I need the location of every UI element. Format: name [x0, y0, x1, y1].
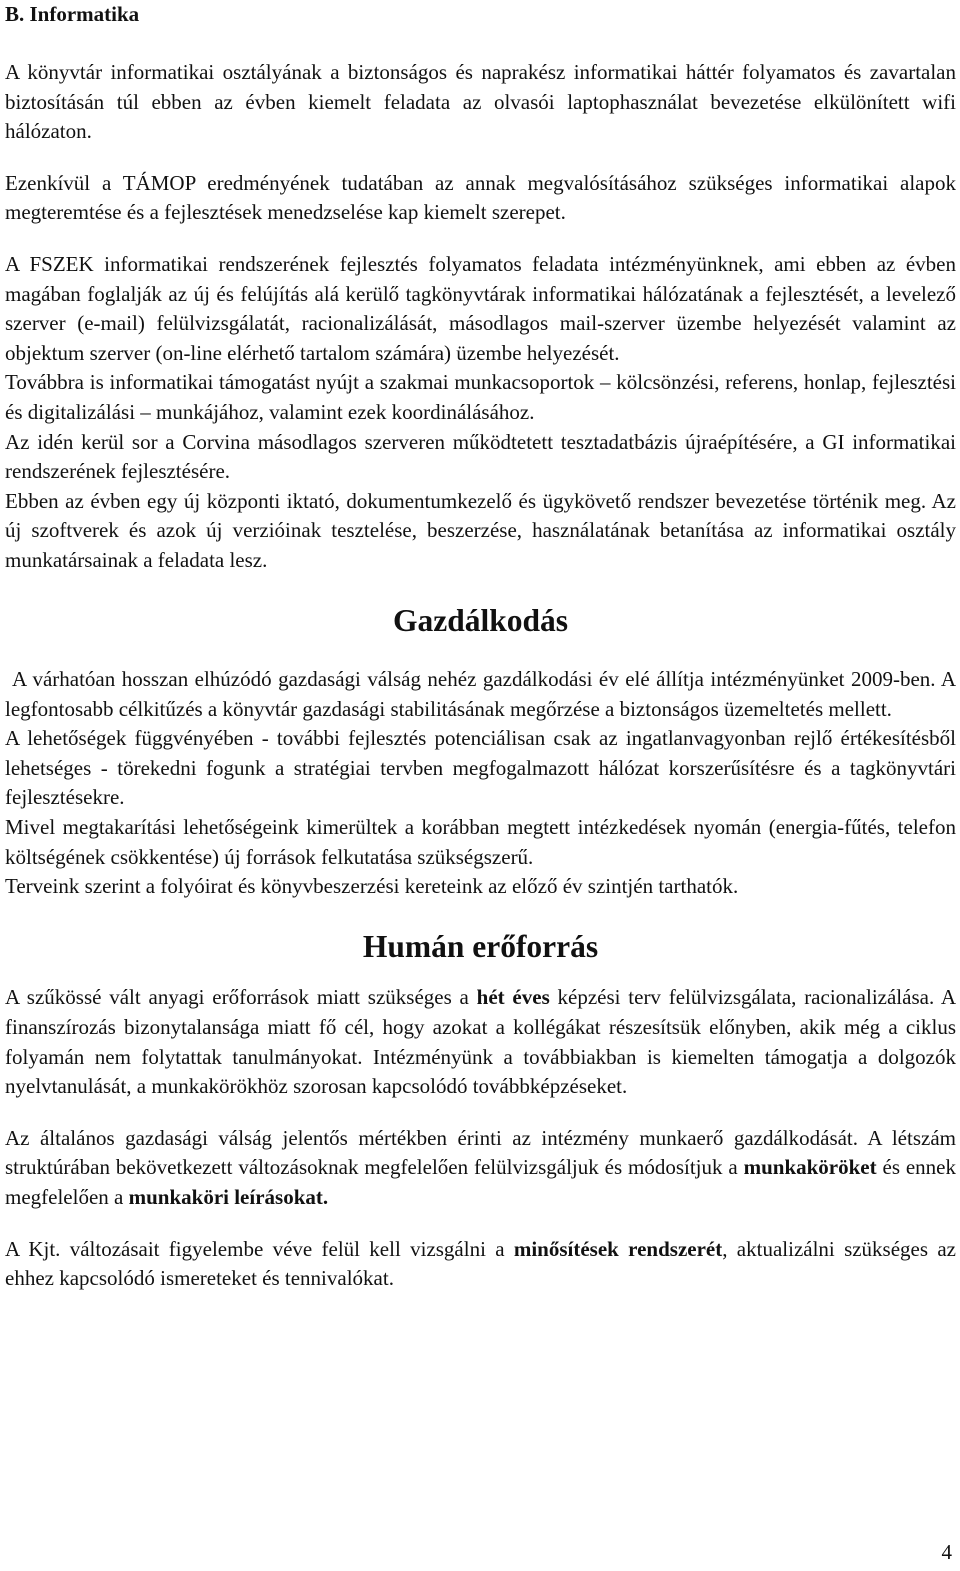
gazdalkodas-paragraph-4: Terveink szerint a folyóirat és könyvbeszerzési kereteink az előző év szintjén tarthatók.: [5, 874, 739, 899]
document-page: [5, 0, 956, 1294]
human-paragraph-2-text-b: és ennek megfelelően a: [5, 1155, 957, 1209]
gazdalkodas-paragraph-1: A várhatóan hosszan elhúzódó gazdasági válság nehéz gazdálkodási év elé állítja intézményünket 2009-ben. A legfontosabb célkitűzés a könyvtár gazdasági stabilitásának megőrzése a biztonságos üzemeltetés mellett.: [5, 667, 956, 721]
human-paragraph-2: [5, 1124, 956, 1213]
human-paragraph-1-text-a: A szűkössé vált anyagi erőforrások miatt szükséges a: [5, 985, 477, 1010]
human-paragraph-3: [5, 1235, 956, 1294]
informatika-paragraph-6: Ebben az évben egy új központi iktató, dokumentumkezelő és ügykövető rendszer bevezetése történik meg. Az új szoftverek és azok új verzióinak tesztelése, beszerzése, használatának betanítása az informatikai osztály munkatársainak a feladata lesz.: [5, 488, 956, 572]
human-paragraph-1: [5, 983, 956, 1101]
human-paragraph-1-bold: hét éves: [476, 985, 550, 1010]
human-paragraph-2-text-a: Az általános gazdasági válság jelentős mértékben érinti az intézmény munkaerő gazdálkodását. A létszám struktúrában bekövetkezett változásoknak megfelelően felülvizsgáljuk és módosítjuk a: [5, 1125, 956, 1180]
human-paragraph-3-bold: minősítések rendszerét: [513, 1236, 723, 1261]
human-paragraph-2-bold-1: munkaköröket: [743, 1155, 877, 1180]
informatika-paragraph-3: A FSZEK informatikai rendszerének fejlesztés folyamatos feladata intézményünknek, ami ebben az évben magában foglalják az új és felújítás alá kerülő tagkönyvtárak informatikai hálózatának a fejlesztését, a levelező szerver (e-mail) felülvizsgálatát, racionalizálását, másodlagos mail-szerver üzembe helyezését valamint az objektum szerver (on-line elérhető tartalom számára) üzembe helyezését.: [5, 251, 956, 365]
section-heading-gazdalkodas: Gazdálkodás: [392, 602, 569, 638]
section-heading-human-eroforras: Humán erőforrás: [362, 928, 599, 964]
informatika-paragraph-2: Ezenkívül a TÁMOP eredményének tudatában az annak megvalósításához szükséges informatikai alapok megteremtése és a fejlesztések menedzselése kap kiemelt szerepet.: [5, 170, 956, 225]
informatika-paragraph-1: A könyvtár informatikai osztályának a biztonságos és naprakész informatikai háttér folyamatos és zavartalan biztosításán túl ebben az évben kiemelt feladata az olvasói laptophasználat bevezetése elkülönített wifi hálózaton.: [5, 60, 956, 144]
page-number: 4: [941, 1540, 952, 1564]
human-paragraph-2-bold-2: munkaköri leírásokat.: [128, 1185, 329, 1209]
human-paragraph-3-text-b: , aktualizálni szükséges az ehhez kapcsolódó ismereteket és tennivalókat.: [5, 1236, 956, 1291]
section-heading-informatika: B. Informatika: [5, 2, 140, 26]
gazdalkodas-paragraph-3: Mivel megtakarítási lehetőségeink kimerültek a korábban megtett intézkedések nyomán (energia-fűtés, telefon költségének csökkentése) új források felkutatása szükségszerű.: [5, 815, 956, 869]
gazdalkodas-paragraph-2: A lehetőségek függvényében - további fejlesztés potenciálisan csak az ingatlanvagyonban rejlő értékesítésből lehetséges - törekedni fogunk a stratégiai tervben megfogalmazott hálózat korszerűsítésre és a tagkönyvtári fejlesztésekre.: [5, 726, 956, 810]
informatika-paragraph-5: Az idén kerül sor a Corvina másodlagos szerveren működtetett tesztadatbázis újraépítésére, a GI informatikai rendszerének fejlesztésére.: [5, 429, 956, 484]
human-paragraph-3-text-a: A Kjt. változásait figyelembe véve felül kell vizsgálni a: [5, 1236, 514, 1261]
human-paragraph-1-text-b: képzési terv felülvizsgálata, racionalizálása. A finanszírozás bizonytalansága miatt fő cél, hogy azokat a kollégákat részesítsük előnyben, akik még a ciklus folyamán nem folytattak tanulmányokat. Intézményünk a továbbiakban is kiemelten támogatja a dolgozók nyelvtanulását, a munkakörökhöz szorosan kapcsolódó továbbképzéseket.: [5, 985, 956, 1099]
informatika-paragraph-4: Továbbra is informatikai támogatást nyújt a szakmai munkacsoportok – kölcsönzési, referens, honlap, fejlesztési és digitalizálási – munkájához, valamint ezek koordinálásához.: [5, 370, 956, 424]
